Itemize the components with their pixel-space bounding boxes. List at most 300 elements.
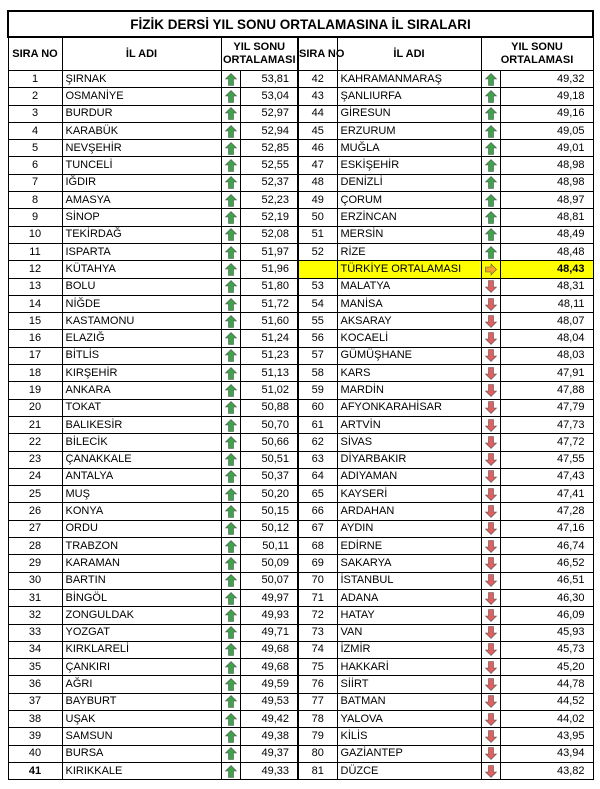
trend-cell bbox=[221, 122, 240, 139]
ortalama-cell: 45,93 bbox=[500, 624, 593, 641]
ortalama-cell: 43,94 bbox=[500, 745, 593, 762]
ortalama-cell: 49,42 bbox=[240, 710, 298, 727]
sira-no-cell: 27 bbox=[8, 520, 62, 537]
ranking-table bbox=[7, 10, 594, 780]
arrow-down-icon bbox=[485, 280, 497, 293]
trend-cell bbox=[481, 122, 500, 139]
sira-no-cell: 32 bbox=[8, 607, 62, 624]
ortalama-cell: 48,07 bbox=[500, 313, 593, 330]
ortalama-cell: 49,37 bbox=[240, 745, 298, 762]
trend-cell bbox=[481, 174, 500, 191]
sira-no-cell: 43 bbox=[298, 88, 337, 105]
table-row bbox=[8, 226, 593, 243]
sira-no-cell: 76 bbox=[298, 676, 337, 693]
trend-cell bbox=[221, 710, 240, 727]
trend-cell bbox=[221, 762, 240, 779]
sira-no-cell: 8 bbox=[8, 192, 62, 209]
arrow-down-icon bbox=[485, 419, 497, 432]
il-adi-cell: ŞANLIURFA bbox=[337, 88, 481, 105]
ortalama-cell: 44,78 bbox=[500, 676, 593, 693]
arrow-up-icon bbox=[225, 384, 237, 397]
arrow-down-icon bbox=[485, 384, 497, 397]
arrow-up-icon bbox=[225, 540, 237, 553]
il-adi-cell: TRABZON bbox=[62, 538, 221, 555]
arrow-down-icon bbox=[485, 695, 497, 708]
ortalama-cell: 49,16 bbox=[500, 105, 593, 122]
il-adi-cell: AYDIN bbox=[337, 520, 481, 537]
sira-no-cell: 78 bbox=[298, 710, 337, 727]
arrow-down-icon bbox=[485, 713, 497, 726]
arrow-down-icon bbox=[485, 730, 497, 743]
table-row bbox=[8, 71, 593, 88]
trend-cell bbox=[481, 313, 500, 330]
ortalama-cell: 47,91 bbox=[500, 365, 593, 382]
trend-cell bbox=[221, 624, 240, 641]
trend-cell bbox=[481, 503, 500, 520]
trend-cell bbox=[481, 710, 500, 727]
arrow-up-icon bbox=[225, 557, 237, 570]
trend-cell bbox=[221, 261, 240, 278]
arrow-up-icon bbox=[485, 142, 497, 155]
arrow-down-icon bbox=[485, 367, 497, 380]
table-row bbox=[8, 382, 593, 399]
ortalama-cell: 47,72 bbox=[500, 434, 593, 451]
arrow-up-icon bbox=[485, 211, 497, 224]
sira-no-cell: 73 bbox=[298, 624, 337, 641]
table-row bbox=[8, 468, 593, 485]
ortalama-cell: 46,30 bbox=[500, 589, 593, 606]
trend-cell bbox=[481, 105, 500, 122]
header-sira-no-right: SIRA NO bbox=[298, 37, 337, 71]
sira-no-cell: 6 bbox=[8, 157, 62, 174]
ortalama-cell: 49,18 bbox=[500, 88, 593, 105]
sira-no-cell: 53 bbox=[298, 278, 337, 295]
sira-no-cell: 5 bbox=[8, 140, 62, 157]
ortalama-cell: 49,38 bbox=[240, 728, 298, 745]
trend-cell bbox=[221, 572, 240, 589]
ortalama-cell: 49,05 bbox=[500, 122, 593, 139]
ortalama-cell: 51,97 bbox=[240, 243, 298, 260]
sira-no-cell: 62 bbox=[298, 434, 337, 451]
trend-cell bbox=[221, 243, 240, 260]
table-row bbox=[8, 399, 593, 416]
il-adi-cell: KAHRAMANMARAŞ bbox=[337, 71, 481, 88]
sira-no-cell: 34 bbox=[8, 641, 62, 658]
arrow-up-icon bbox=[225, 332, 237, 345]
il-adi-cell: ADANA bbox=[337, 589, 481, 606]
arrow-up-icon bbox=[225, 436, 237, 449]
table-row bbox=[8, 313, 593, 330]
ortalama-cell: 53,04 bbox=[240, 88, 298, 105]
sira-no-cell: 67 bbox=[298, 520, 337, 537]
arrow-up-icon bbox=[225, 765, 237, 778]
trend-cell bbox=[481, 728, 500, 745]
sira-no-cell: 56 bbox=[298, 330, 337, 347]
arrow-down-icon bbox=[485, 557, 497, 570]
header-il-adi-left: İL ADI bbox=[62, 37, 221, 71]
il-adi-cell: KIRIKKALE bbox=[62, 762, 221, 779]
il-adi-cell: BAYBURT bbox=[62, 693, 221, 710]
ortalama-cell: 52,85 bbox=[240, 140, 298, 157]
ortalama-cell: 51,23 bbox=[240, 347, 298, 364]
table-row bbox=[8, 503, 593, 520]
sira-no-cell: 55 bbox=[298, 313, 337, 330]
ortalama-cell: 51,80 bbox=[240, 278, 298, 295]
table-row bbox=[8, 745, 593, 762]
arrow-up-icon bbox=[225, 263, 237, 276]
ortalama-cell: 53,81 bbox=[240, 71, 298, 88]
sira-no-cell: 39 bbox=[8, 728, 62, 745]
arrow-up-icon bbox=[225, 298, 237, 311]
header-ortalama-line1: YIL SONU bbox=[233, 41, 286, 53]
table-row bbox=[8, 693, 593, 710]
il-adi-cell: KAYSERİ bbox=[337, 486, 481, 503]
ortalama-cell: 44,02 bbox=[500, 710, 593, 727]
table-row bbox=[8, 209, 593, 226]
sira-no-cell: 66 bbox=[298, 503, 337, 520]
trend-cell bbox=[221, 313, 240, 330]
trend-cell bbox=[481, 330, 500, 347]
il-adi-cell: KARABÜK bbox=[62, 122, 221, 139]
arrow-up-icon bbox=[225, 159, 237, 172]
sira-no-cell: 77 bbox=[298, 693, 337, 710]
sira-no-cell: 49 bbox=[298, 192, 337, 209]
header-ortalama-line1: YIL SONU bbox=[511, 41, 563, 53]
arrow-up-icon bbox=[485, 228, 497, 241]
trend-cell bbox=[481, 538, 500, 555]
ortalama-cell: 47,73 bbox=[500, 416, 593, 433]
il-adi-cell: AKSARAY bbox=[337, 313, 481, 330]
arrow-right-icon bbox=[485, 263, 497, 276]
trend-cell bbox=[481, 659, 500, 676]
sira-no-cell: 36 bbox=[8, 676, 62, 693]
sira-no-cell: 52 bbox=[298, 243, 337, 260]
il-adi-cell: KIRŞEHİR bbox=[62, 365, 221, 382]
sira-no-cell: 63 bbox=[298, 451, 337, 468]
sira-no-cell: 16 bbox=[8, 330, 62, 347]
ortalama-cell: 51,24 bbox=[240, 330, 298, 347]
table-row bbox=[8, 624, 593, 641]
table-row bbox=[8, 520, 593, 537]
sira-no-cell: 3 bbox=[8, 105, 62, 122]
header-ortalama-line2: ORTALAMASI bbox=[500, 54, 574, 66]
ortalama-cell: 51,96 bbox=[240, 261, 298, 278]
sira-no-cell: 9 bbox=[8, 209, 62, 226]
turkiye-ortalamasi-label: TÜRKİYE ORTALAMASI bbox=[337, 261, 481, 278]
table-row bbox=[8, 140, 593, 157]
ortalama-cell: 49,01 bbox=[500, 140, 593, 157]
sira-no-cell: 22 bbox=[8, 434, 62, 451]
ortalama-cell: 46,09 bbox=[500, 607, 593, 624]
ortalama-cell: 48,98 bbox=[500, 157, 593, 174]
sira-no-cell: 10 bbox=[8, 226, 62, 243]
il-adi-cell: AMASYA bbox=[62, 192, 221, 209]
arrow-down-icon bbox=[485, 678, 497, 691]
il-adi-cell: YOZGAT bbox=[62, 624, 221, 641]
table-row bbox=[8, 710, 593, 727]
trend-cell bbox=[481, 468, 500, 485]
table-row bbox=[8, 192, 593, 209]
trend-cell bbox=[221, 589, 240, 606]
trend-cell bbox=[481, 71, 500, 88]
sira-no-cell: 37 bbox=[8, 693, 62, 710]
il-adi-cell: İSTANBUL bbox=[337, 572, 481, 589]
il-adi-cell: IĞDIR bbox=[62, 174, 221, 191]
trend-cell bbox=[481, 88, 500, 105]
trend-cell bbox=[221, 538, 240, 555]
arrow-up-icon bbox=[225, 367, 237, 380]
arrow-down-icon bbox=[485, 401, 497, 414]
arrow-up-icon bbox=[485, 176, 497, 189]
il-adi-cell: MERSİN bbox=[337, 226, 481, 243]
ortalama-cell: 51,13 bbox=[240, 365, 298, 382]
ortalama-cell: 47,41 bbox=[500, 486, 593, 503]
il-adi-cell: MANİSA bbox=[337, 295, 481, 312]
trend-cell bbox=[481, 209, 500, 226]
arrow-up-icon bbox=[485, 73, 497, 86]
il-adi-cell: AFYONKARAHİSAR bbox=[337, 399, 481, 416]
table-row bbox=[8, 762, 593, 779]
arrow-up-icon bbox=[225, 280, 237, 293]
ortalama-cell: 47,88 bbox=[500, 382, 593, 399]
trend-cell bbox=[221, 659, 240, 676]
il-adi-cell: ÇANAKKALE bbox=[62, 451, 221, 468]
il-adi-cell: ELAZIĞ bbox=[62, 330, 221, 347]
arrow-up-icon bbox=[225, 419, 237, 432]
ortalama-cell: 49,53 bbox=[240, 693, 298, 710]
il-adi-cell: ÇANKIRI bbox=[62, 659, 221, 676]
il-adi-cell: BİNGÖL bbox=[62, 589, 221, 606]
il-adi-cell: AĞRI bbox=[62, 676, 221, 693]
sira-no-cell: 75 bbox=[298, 659, 337, 676]
il-adi-cell: ISPARTA bbox=[62, 243, 221, 260]
trend-cell bbox=[221, 607, 240, 624]
table-row bbox=[8, 641, 593, 658]
ortalama-cell: 43,82 bbox=[500, 762, 593, 779]
ortalama-cell: 48,81 bbox=[500, 209, 593, 226]
il-adi-cell: KÜTAHYA bbox=[62, 261, 221, 278]
trend-cell bbox=[221, 728, 240, 745]
sira-no-cell: 79 bbox=[298, 728, 337, 745]
il-adi-cell: ERZURUM bbox=[337, 122, 481, 139]
sira-no-cell: 45 bbox=[298, 122, 337, 139]
ortalama-cell: 52,97 bbox=[240, 105, 298, 122]
ortalama-cell: 52,19 bbox=[240, 209, 298, 226]
arrow-up-icon bbox=[225, 488, 237, 501]
il-adi-cell: TEKİRDAĞ bbox=[62, 226, 221, 243]
arrow-up-icon bbox=[225, 107, 237, 120]
arrow-down-icon bbox=[485, 436, 497, 449]
trend-cell bbox=[481, 261, 500, 278]
ortalama-cell: 47,55 bbox=[500, 451, 593, 468]
sira-no-cell: 58 bbox=[298, 365, 337, 382]
ortalama-cell: 49,71 bbox=[240, 624, 298, 641]
il-adi-cell: BİLECİK bbox=[62, 434, 221, 451]
sira-no-cell: 48 bbox=[298, 174, 337, 191]
table-row bbox=[8, 157, 593, 174]
trend-cell bbox=[221, 520, 240, 537]
sira-no-cell: 46 bbox=[298, 140, 337, 157]
il-adi-cell: UŞAK bbox=[62, 710, 221, 727]
arrow-up-icon bbox=[225, 246, 237, 259]
il-adi-cell: DÜZCE bbox=[337, 762, 481, 779]
trend-cell bbox=[221, 209, 240, 226]
trend-cell bbox=[481, 157, 500, 174]
arrow-down-icon bbox=[485, 747, 497, 760]
table-row bbox=[8, 555, 593, 572]
arrow-up-icon bbox=[225, 626, 237, 639]
trend-cell bbox=[221, 365, 240, 382]
trend-cell bbox=[221, 451, 240, 468]
trend-cell bbox=[221, 157, 240, 174]
il-adi-cell: GİRESUN bbox=[337, 105, 481, 122]
sira-no-cell: 4 bbox=[8, 122, 62, 139]
il-adi-cell: MUŞ bbox=[62, 486, 221, 503]
table-row bbox=[8, 434, 593, 451]
sira-no-cell: 81 bbox=[298, 762, 337, 779]
trend-cell bbox=[221, 745, 240, 762]
trend-cell bbox=[221, 71, 240, 88]
trend-cell bbox=[481, 589, 500, 606]
arrow-down-icon bbox=[485, 765, 497, 778]
il-adi-cell: YALOVA bbox=[337, 710, 481, 727]
il-adi-cell: MUĞLA bbox=[337, 140, 481, 157]
il-adi-cell: DİYARBAKIR bbox=[337, 451, 481, 468]
arrow-down-icon bbox=[485, 349, 497, 362]
ortalama-cell: 47,43 bbox=[500, 468, 593, 485]
il-adi-cell: GAZİANTEP bbox=[337, 745, 481, 762]
trend-cell bbox=[221, 330, 240, 347]
arrow-down-icon bbox=[485, 298, 497, 311]
sira-no-cell: 19 bbox=[8, 382, 62, 399]
sira-no-cell: 60 bbox=[298, 399, 337, 416]
sira-no-cell: 11 bbox=[8, 243, 62, 260]
table-body bbox=[8, 71, 593, 780]
sira-no-cell: 61 bbox=[298, 416, 337, 433]
ortalama-cell: 47,28 bbox=[500, 503, 593, 520]
il-adi-cell: DENİZLİ bbox=[337, 174, 481, 191]
trend-cell bbox=[221, 641, 240, 658]
arrow-down-icon bbox=[485, 609, 497, 622]
ortalama-cell: 50,11 bbox=[240, 538, 298, 555]
il-adi-cell: NEVŞEHİR bbox=[62, 140, 221, 157]
il-adi-cell: SİİRT bbox=[337, 676, 481, 693]
ortalama-cell: 47,16 bbox=[500, 520, 593, 537]
arrow-up-icon bbox=[485, 125, 497, 138]
arrow-down-icon bbox=[485, 332, 497, 345]
arrow-down-icon bbox=[485, 505, 497, 518]
table-row bbox=[8, 365, 593, 382]
arrow-up-icon bbox=[225, 730, 237, 743]
il-adi-cell: EDİRNE bbox=[337, 538, 481, 555]
sira-no-cell: 57 bbox=[298, 347, 337, 364]
arrow-up-icon bbox=[225, 176, 237, 189]
arrow-up-icon bbox=[225, 661, 237, 674]
arrow-up-icon bbox=[225, 228, 237, 241]
ortalama-cell: 49,97 bbox=[240, 589, 298, 606]
table-row bbox=[8, 122, 593, 139]
table-row bbox=[8, 105, 593, 122]
trend-cell bbox=[481, 243, 500, 260]
ortalama-cell: 45,73 bbox=[500, 641, 593, 658]
sira-no-cell: 64 bbox=[298, 468, 337, 485]
arrow-down-icon bbox=[485, 522, 497, 535]
table-row bbox=[8, 572, 593, 589]
ortalama-cell: 46,51 bbox=[500, 572, 593, 589]
ortalama-cell: 50,07 bbox=[240, 572, 298, 589]
trend-cell bbox=[481, 693, 500, 710]
sira-no-cell: 13 bbox=[8, 278, 62, 295]
arrow-down-icon bbox=[485, 661, 497, 674]
sira-no-cell: 59 bbox=[298, 382, 337, 399]
ortalama-cell: 52,55 bbox=[240, 157, 298, 174]
table-row bbox=[8, 416, 593, 433]
il-adi-cell: OSMANİYE bbox=[62, 88, 221, 105]
ortalama-cell: 44,52 bbox=[500, 693, 593, 710]
arrow-down-icon bbox=[485, 488, 497, 501]
arrow-up-icon bbox=[225, 211, 237, 224]
arrow-up-icon bbox=[485, 90, 497, 103]
il-adi-cell: BURSA bbox=[62, 745, 221, 762]
trend-cell bbox=[221, 416, 240, 433]
sira-no-cell: 21 bbox=[8, 416, 62, 433]
trend-cell bbox=[481, 416, 500, 433]
ortalama-cell: 52,94 bbox=[240, 122, 298, 139]
ortalama-cell: 50,12 bbox=[240, 520, 298, 537]
arrow-up-icon bbox=[225, 747, 237, 760]
ortalama-cell: 48,48 bbox=[500, 243, 593, 260]
arrow-up-icon bbox=[225, 592, 237, 605]
trend-cell bbox=[221, 693, 240, 710]
sira-no-cell: 54 bbox=[298, 295, 337, 312]
sira-no-cell: 72 bbox=[298, 607, 337, 624]
sira-no-cell: 33 bbox=[8, 624, 62, 641]
il-adi-cell: HATAY bbox=[337, 607, 481, 624]
sira-no-cell: 29 bbox=[8, 555, 62, 572]
trend-cell bbox=[481, 676, 500, 693]
sira-no-cell: 38 bbox=[8, 710, 62, 727]
sira-no-cell: 71 bbox=[298, 589, 337, 606]
ortalama-cell: 50,37 bbox=[240, 468, 298, 485]
arrow-up-icon bbox=[225, 609, 237, 622]
il-adi-cell: NİĞDE bbox=[62, 295, 221, 312]
arrow-up-icon bbox=[225, 470, 237, 483]
il-adi-cell: SAMSUN bbox=[62, 728, 221, 745]
table-row bbox=[8, 451, 593, 468]
sira-no-cell: 35 bbox=[8, 659, 62, 676]
arrow-up-icon bbox=[225, 453, 237, 466]
trend-cell bbox=[221, 192, 240, 209]
trend-cell bbox=[481, 745, 500, 762]
ortalama-cell: 48,97 bbox=[500, 192, 593, 209]
trend-cell bbox=[481, 434, 500, 451]
arrow-up-icon bbox=[225, 678, 237, 691]
trend-cell bbox=[221, 174, 240, 191]
header-sira-no-left: SIRA NO bbox=[8, 37, 62, 71]
table-row bbox=[8, 659, 593, 676]
ortalama-cell: 50,20 bbox=[240, 486, 298, 503]
trend-cell bbox=[481, 382, 500, 399]
sira-no-cell: 20 bbox=[8, 399, 62, 416]
il-adi-cell: KONYA bbox=[62, 503, 221, 520]
il-adi-cell: İZMİR bbox=[337, 641, 481, 658]
ortalama-cell: 52,08 bbox=[240, 226, 298, 243]
sira-no-cell: 69 bbox=[298, 555, 337, 572]
ortalama-cell: 48,49 bbox=[500, 226, 593, 243]
header-ortalama-line2: ORTALAMASI bbox=[222, 54, 296, 66]
trend-cell bbox=[221, 347, 240, 364]
ortalama-cell: 47,79 bbox=[500, 399, 593, 416]
